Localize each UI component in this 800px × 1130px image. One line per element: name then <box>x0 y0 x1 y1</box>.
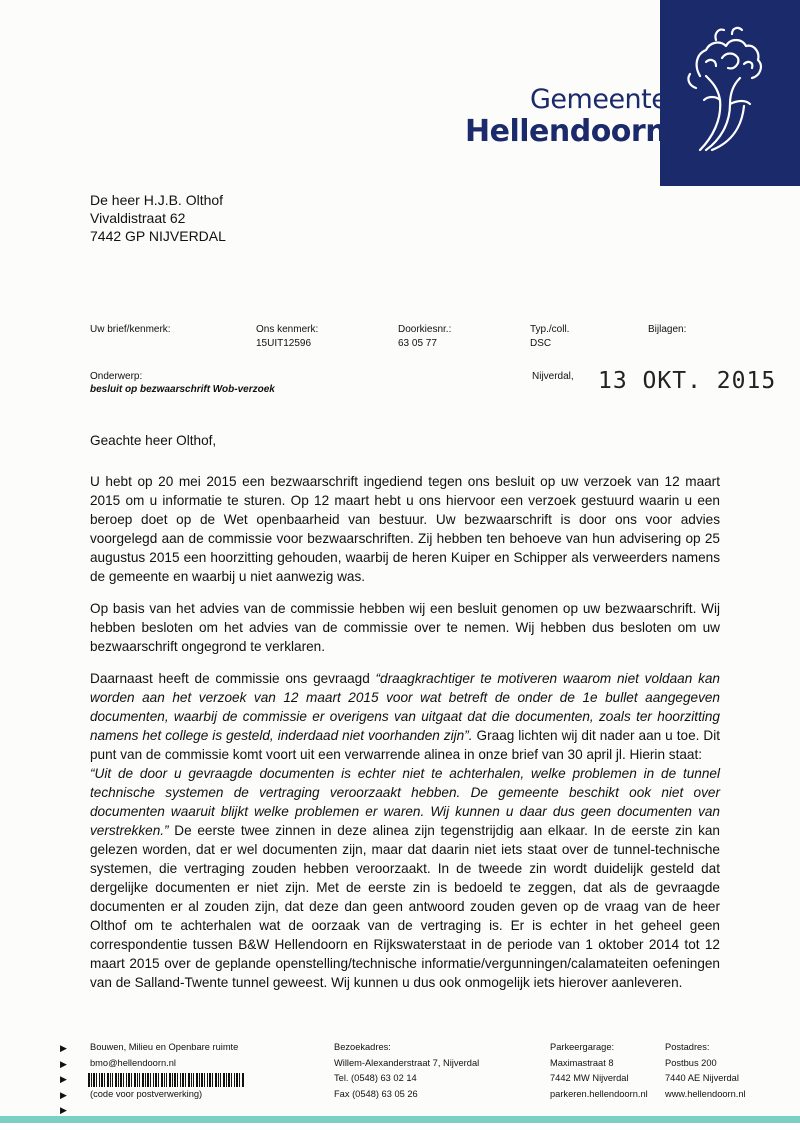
footer-visit-address: Willem-Alexanderstraat 7, Nijverdal <box>334 1057 480 1068</box>
brand-name-line1: Gemeente <box>530 84 668 115</box>
paragraph-3-intro: Daarnaast heeft de commissie ons gevraagd <box>90 671 376 686</box>
paragraph-3-quote: “draagkrachtiger te motiveren waarom niet voldaan kan worden aan het verzoek van 12 maart 2015 voor wat betreft de onder de 1e bullet aangegeven documenten, waarbij de commissie er overigens van uitgaat dat die documenten, zoals ter hoorzitting namens het college is gesteld, inderdaad niet voorhanden zijn”. <box>90 671 720 743</box>
footer-post-label: Postadres: <box>665 1042 710 1052</box>
footer-visit-label: Bezoekadres: <box>334 1042 391 1052</box>
date-stamp: 13 OKT. 2015 <box>598 368 777 394</box>
footer-col-parking <box>550 1040 648 1102</box>
footer-parking-street: Maximastraat 8 <box>550 1057 614 1068</box>
footer-fax: Fax (0548) 63 05 26 <box>334 1088 418 1099</box>
footer-email[interactable]: bmo@hellendoorn.nl <box>90 1057 176 1068</box>
greeting: Geachte heer Olthof, <box>90 433 217 448</box>
paragraph-2: Op basis van het advies van de commissie hebben wij een besluit genomen op uw bezwaarschrift. Wij hebben besloten om het advies van de commissie over te nemen. Wij hebben dus besloten om uw bezwaarschrift ongegrond te verklaren. <box>90 601 720 654</box>
footer-website[interactable]: www.hellendoorn.nl <box>665 1088 746 1099</box>
footer-post-city: 7440 AE Nijverdal <box>665 1073 739 1083</box>
subject-label: Onderwerp: <box>90 371 143 382</box>
arrow-icon: ▶ <box>60 1105 67 1115</box>
footer-col-post <box>665 1040 746 1102</box>
footer-department: Bouwen, Milieu en Openbare ruimte <box>90 1042 239 1052</box>
tree-logo-icon <box>660 0 800 186</box>
paragraph-4 <box>90 764 720 992</box>
footer-parking-url[interactable]: parkeren.hellendoorn.nl <box>550 1088 648 1099</box>
recipient-address <box>90 191 226 245</box>
recipient-city: 7442 GP NIJVERDAL <box>90 228 226 244</box>
arrow-icon: ▶ <box>60 1089 67 1100</box>
brand-name-line2: Hellendoorn <box>465 114 667 149</box>
arrow-icon: ▶ <box>60 1058 67 1069</box>
paragraph-3-rest: Graag lichten wij dit nader aan u toe. Dit punt van de commissie komt voort uit een verwarrende alinea in onze brief van 30 april jl. Hierin staat: <box>90 728 721 762</box>
footer-edge <box>0 1123 800 1130</box>
footer-code-label: (code voor postverwerking) <box>90 1088 203 1099</box>
footer-arrow-icons <box>60 1041 67 1119</box>
bijlagen-label: Bijlagen: <box>648 324 687 335</box>
subject-value: besluit op bezwaarschrift Wob-verzoek <box>90 384 275 395</box>
arrow-icon: ▶ <box>60 1043 67 1053</box>
letter-body <box>90 431 720 1005</box>
postal-barcode <box>88 1073 244 1087</box>
logo-block <box>660 0 800 186</box>
footer-accent-bar <box>0 1116 800 1123</box>
uw-brief-label: Uw brief/kenmerk: <box>90 324 171 335</box>
footer-col-department <box>90 1040 238 1102</box>
place-label: Nijverdal, <box>532 371 574 382</box>
ons-kenmerk-value: 15UIT12596 <box>256 338 312 349</box>
ons-kenmerk-label: Ons kenmerk: <box>256 324 319 335</box>
doorkiesnr-label: Doorkiesnr.: <box>398 324 452 335</box>
footer-parking-label: Parkeergarage: <box>550 1042 615 1052</box>
footer-post-box: Postbus 200 <box>665 1057 717 1068</box>
paragraph-3 <box>90 669 720 764</box>
typ-label: Typ./coll. <box>530 324 570 335</box>
paragraph-1: U hebt op 20 mei 2015 een bezwaarschrift ingediend tegen ons besluit op uw verzoek van 12 maart 2015 om u informatie te sturen. Op 12 maart hebt u ons hiervoor een verzoek gestuurd waarin u een beroep doet op de Wet openbaarheid van bestuur. Uw bezwaarschrift is door ons voor advies voorgelegd aan de commissie voor bezwaarschriften. Zij hebben ten behoeve van hun advisering op 25 augustus 2015 een hoorzitting gehouden, waarbij de heren Kuiper en Schipper als verweerders namens de gemeente en waarbij u niet aanwezig was. <box>90 474 720 584</box>
typ-value: DSC <box>530 338 552 349</box>
footer-col-visit <box>334 1040 479 1102</box>
doorkiesnr-value: 63 05 77 <box>398 338 437 349</box>
footer-phone: Tel. (0548) 63 02 14 <box>334 1073 417 1083</box>
footer-parking-city: 7442 MW Nijverdal <box>550 1073 629 1083</box>
arrow-icon: ▶ <box>60 1074 67 1084</box>
recipient-street: Vivaldistraat 62 <box>90 210 186 226</box>
paragraph-4-quote: “Uit de door u gevraagde documenten is echter niet te achterhalen, welke problemen in de tunnel technische systemen de vertraging veroorzaakt hebben. De gemeente beschikt ook niet over documenten waaruit blijkt welke problemen er waren. Wij kunnen u daar dus geen documenten van verstrekken.” <box>90 766 720 838</box>
recipient-name: De heer H.J.B. Olthof <box>90 192 224 208</box>
paragraph-4-rest: De eerste twee zinnen in deze alinea zijn tegenstrijdig aan elkaar. In de eerste zin kan gelezen worden, dat er wel documenten zijn, maar dat daarin niet iets staat over de tunnel-technische systemen, die vertraging zouden hebben veroorzaakt. In de tweede zin wordt duidelijk gesteld dat dergelijke documenten er niet zijn. Met de eerste zin is bedoeld te zeggen, dat als de gevraagde documenten er al zouden zijn, dat deze dan geen antwoord zouden geven op de vraag van de heer Olthof om te achterhalen wat de oorzaak van de vertraging is. Er is echter in het geheel geen correspondentie tussen B&W Hellendoorn en Rijkswaterstaat in de periode van 1 oktober 2014 tot 12 maart 2015 over de geplande openstelling/technische informatie/vergunningen/calamateiten oefeningen van de Salland-Twente tunnel geweest. Wij kunnen u dus ook onmogelijk iets hierover aanleveren. <box>90 823 720 990</box>
